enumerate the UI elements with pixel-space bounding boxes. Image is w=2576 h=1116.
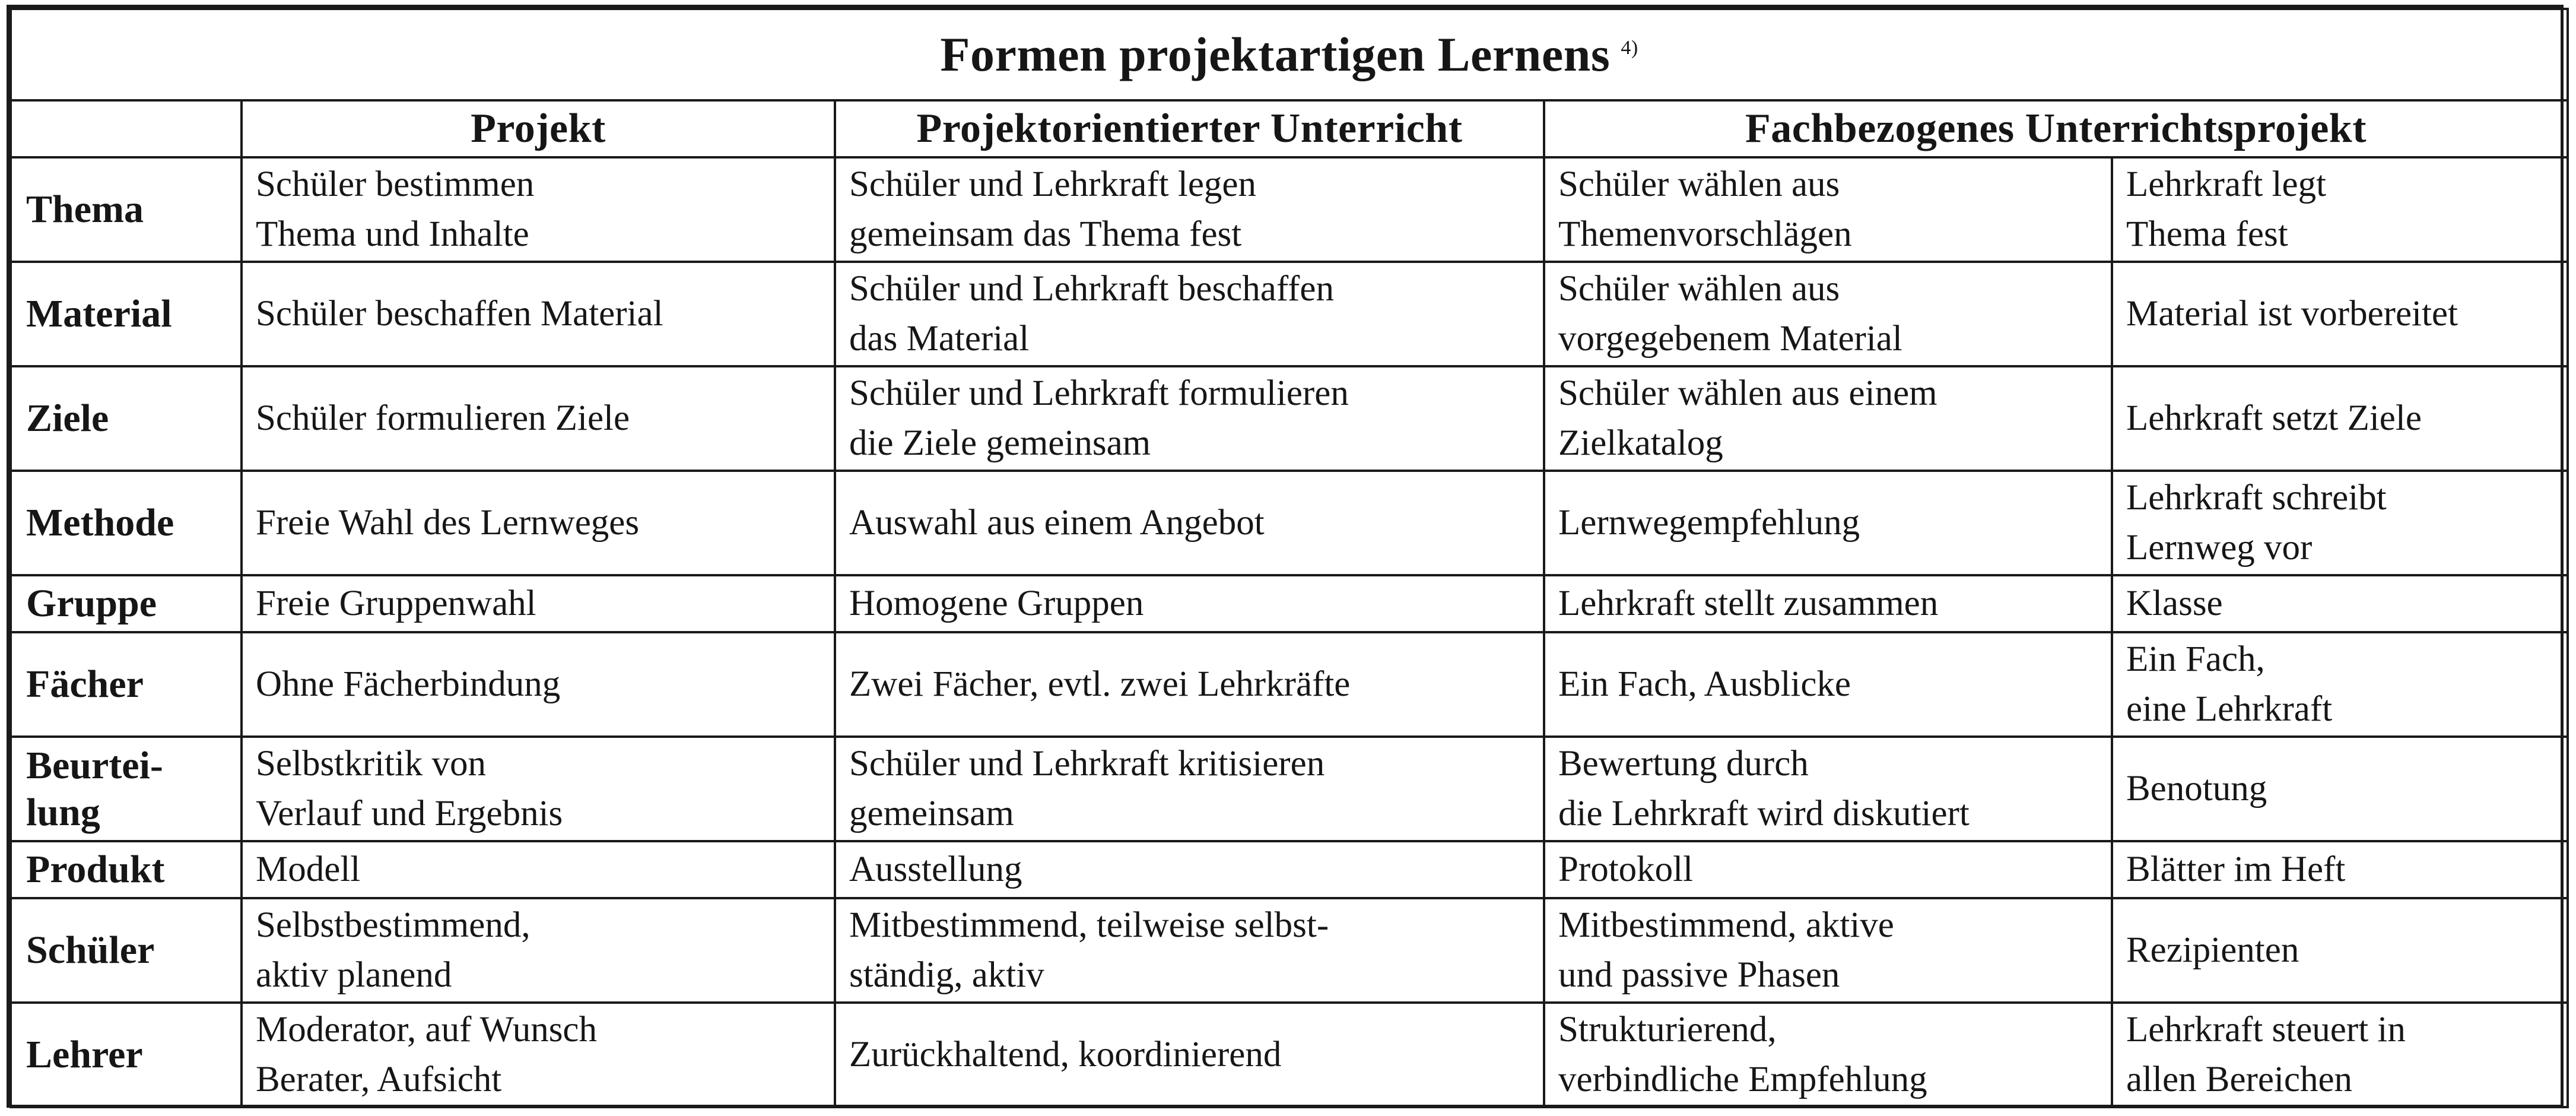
- cell-line: und passive Phasen: [1558, 955, 1840, 995]
- cell-line: Material ist vorbereitet: [2126, 293, 2458, 334]
- cell-line: gemeinsam das Thema fest: [849, 214, 1242, 254]
- table-row: [11, 898, 2568, 1003]
- cell-line: Thema fest: [2126, 214, 2288, 254]
- table-cell: [2112, 262, 2568, 366]
- row-header: [11, 262, 242, 366]
- table-title: [11, 9, 2568, 100]
- table-cell: [1544, 471, 2112, 575]
- table-cell: [1544, 737, 2112, 841]
- table-row: [11, 575, 2568, 632]
- row-header: [11, 366, 242, 471]
- cell-line: das Material: [849, 319, 1030, 359]
- cell-line: Lehrkraft legt: [2126, 164, 2327, 204]
- table-row: [11, 366, 2568, 471]
- cell-line: Blätter im Heft: [2126, 849, 2346, 889]
- table-row: [11, 157, 2568, 262]
- cell-line: Ein Fach, Ausblicke: [1558, 664, 1851, 704]
- row-header-line: Produkt: [26, 848, 165, 892]
- cell-line: die Ziele gemeinsam: [849, 423, 1151, 463]
- table-cell: [835, 157, 1544, 262]
- row-header-line: Schüler: [26, 928, 155, 972]
- cell-line: Modell: [256, 849, 361, 889]
- table-cell: [2112, 366, 2568, 471]
- table-cell: [835, 737, 1544, 841]
- table-row: [11, 1003, 2568, 1107]
- cell-line: Auswahl aus einem Angebot: [849, 502, 1265, 543]
- table-cell: [2112, 737, 2568, 841]
- cell-line: Freie Gruppenwahl: [256, 583, 536, 623]
- row-header-line: Beurtei-: [26, 743, 163, 787]
- table-cell: [2112, 632, 2568, 737]
- cell-line: Bewertung durch: [1558, 743, 1809, 784]
- cell-line: Berater, Aufsicht: [256, 1060, 502, 1099]
- row-header: [11, 632, 242, 737]
- cell-line: Schüler und Lehrkraft formulieren: [849, 373, 1349, 413]
- title-footnote: 4): [1621, 36, 1638, 59]
- document-sheet: [7, 5, 2564, 1108]
- row-header-line: lung: [26, 791, 100, 834]
- cell-line: Ein Fach,: [2126, 639, 2265, 679]
- table-cell: [242, 262, 835, 366]
- cell-line: Zwei Fächer, evtl. zwei Lehrkräfte: [849, 664, 1351, 704]
- table-cell: [2112, 471, 2568, 575]
- column-header-projekt: Projekt: [242, 100, 835, 157]
- row-header: [11, 737, 242, 841]
- cell-line: Lernwegempfehlung: [1558, 502, 1860, 543]
- table-row: [11, 632, 2568, 737]
- table-cell: [835, 632, 1544, 737]
- cell-line: Schüler wählen aus: [1558, 164, 1840, 204]
- comparison-table: [9, 8, 2569, 1108]
- row-header-line: Fächer: [26, 662, 144, 706]
- cell-line: Schüler formulieren Ziele: [256, 398, 630, 438]
- title-text: Formen projektartigen Lernens: [940, 27, 1611, 81]
- cell-line: Selbstbestimmend,: [256, 905, 531, 945]
- row-header: [11, 1003, 242, 1107]
- corner-cell: [11, 100, 242, 157]
- column-header-row: [11, 100, 2568, 157]
- table-cell: [1544, 898, 2112, 1003]
- cell-line: Schüler wählen aus einem: [1558, 373, 1937, 413]
- table-row: [11, 841, 2568, 898]
- table-cell: [242, 632, 835, 737]
- cell-line: ständig, aktiv: [849, 955, 1044, 995]
- table-cell: [1544, 575, 2112, 632]
- cell-line: gemeinsam: [849, 794, 1014, 833]
- cell-line: Lehrkraft schreibt: [2126, 477, 2387, 518]
- cell-line: Schüler beschaffen Material: [256, 293, 663, 334]
- table-cell: [242, 471, 835, 575]
- table-cell: [1544, 632, 2112, 737]
- cell-line: Ohne Fächerbindung: [256, 664, 561, 704]
- table-cell: [2112, 841, 2568, 898]
- table-cell: [1544, 1003, 2112, 1107]
- cell-line: Lehrkraft setzt Ziele: [2126, 398, 2422, 438]
- cell-line: Mitbestimmend, aktive: [1558, 905, 1894, 945]
- table-cell: [835, 575, 1544, 632]
- row-header: [11, 471, 242, 575]
- row-header: [11, 575, 242, 632]
- table-cell: [1544, 841, 2112, 898]
- cell-line: Homogene Gruppen: [849, 583, 1144, 623]
- cell-line: Zielkatalog: [1558, 423, 1723, 463]
- table-cell: [242, 157, 835, 262]
- table-body: [11, 157, 2568, 1107]
- table-cell: [242, 898, 835, 1003]
- row-header-line: Thema: [26, 188, 144, 232]
- table-cell: [242, 737, 835, 841]
- cell-line: Freie Wahl des Lernweges: [256, 502, 640, 543]
- cell-line: Lehrkraft stellt zusammen: [1558, 583, 1939, 623]
- cell-line: die Lehrkraft wird diskutiert: [1558, 794, 1970, 833]
- cell-line: Benotung: [2126, 768, 2267, 809]
- table-cell: [2112, 575, 2568, 632]
- cell-line: Schüler und Lehrkraft beschaffen: [849, 268, 1334, 309]
- cell-line: Protokoll: [1558, 849, 1694, 889]
- column-header-projektorientiert: Projektorientierter Unterricht: [835, 100, 1544, 157]
- cell-line: Rezipienten: [2126, 930, 2299, 970]
- table-cell: [835, 841, 1544, 898]
- cell-line: aktiv planend: [256, 955, 452, 995]
- row-header-line: Gruppe: [26, 582, 157, 626]
- cell-line: Klasse: [2126, 583, 2223, 623]
- cell-line: Strukturierend,: [1558, 1009, 1777, 1050]
- cell-line: Lehrkraft steuert in: [2126, 1009, 2406, 1050]
- cell-line: Verlauf und Ergebnis: [256, 794, 563, 833]
- cell-line: Selbstkritik von: [256, 743, 487, 784]
- cell-line: Mitbestimmend, teilweise selbst-: [849, 905, 1329, 945]
- row-header-line: Material: [26, 292, 172, 336]
- cell-line: eine Lehrkraft: [2126, 689, 2333, 729]
- row-header: [11, 898, 242, 1003]
- table-cell: [1544, 366, 2112, 471]
- cell-line: verbindliche Empfehlung: [1558, 1060, 1927, 1099]
- cell-line: Schüler wählen aus: [1558, 268, 1840, 309]
- table-cell: [1544, 262, 2112, 366]
- table-cell: [2112, 157, 2568, 262]
- table-cell: [2112, 898, 2568, 1003]
- row-header-line: Methode: [26, 501, 174, 545]
- row-header-line: Ziele: [26, 397, 109, 440]
- table-row: [11, 262, 2568, 366]
- table-row: [11, 471, 2568, 575]
- cell-line: Thema und Inhalte: [256, 214, 529, 254]
- cell-line: vorgegebenem Material: [1558, 319, 1902, 359]
- table-cell: [242, 1003, 835, 1107]
- table-cell: [835, 366, 1544, 471]
- table-cell: [242, 575, 835, 632]
- row-header: [11, 841, 242, 898]
- table-cell: [242, 366, 835, 471]
- column-header-fachbezogen: Fachbezogenes Unterrichtsprojekt: [1544, 100, 2568, 157]
- table-cell: [242, 841, 835, 898]
- cell-line: Ausstellung: [849, 849, 1022, 889]
- table-cell: [835, 262, 1544, 366]
- table-cell: [835, 1003, 1544, 1107]
- table-row: [11, 737, 2568, 841]
- table-cell: [835, 471, 1544, 575]
- row-header-line: Lehrer: [26, 1033, 143, 1077]
- table-cell: [1544, 157, 2112, 262]
- cell-line: Zurückhaltend, koordinierend: [849, 1034, 1282, 1074]
- cell-line: Lernweg vor: [2126, 528, 2313, 567]
- cell-line: Schüler bestimmen: [256, 164, 535, 204]
- table-cell: [835, 898, 1544, 1003]
- cell-line: allen Bereichen: [2126, 1060, 2353, 1099]
- cell-line: Moderator, auf Wunsch: [256, 1009, 598, 1050]
- cell-line: Schüler und Lehrkraft legen: [849, 164, 1256, 204]
- row-header: [11, 157, 242, 262]
- cell-line: Schüler und Lehrkraft kritisieren: [849, 743, 1325, 784]
- cell-line: Themenvorschlägen: [1558, 214, 1852, 254]
- table-cell: [2112, 1003, 2568, 1107]
